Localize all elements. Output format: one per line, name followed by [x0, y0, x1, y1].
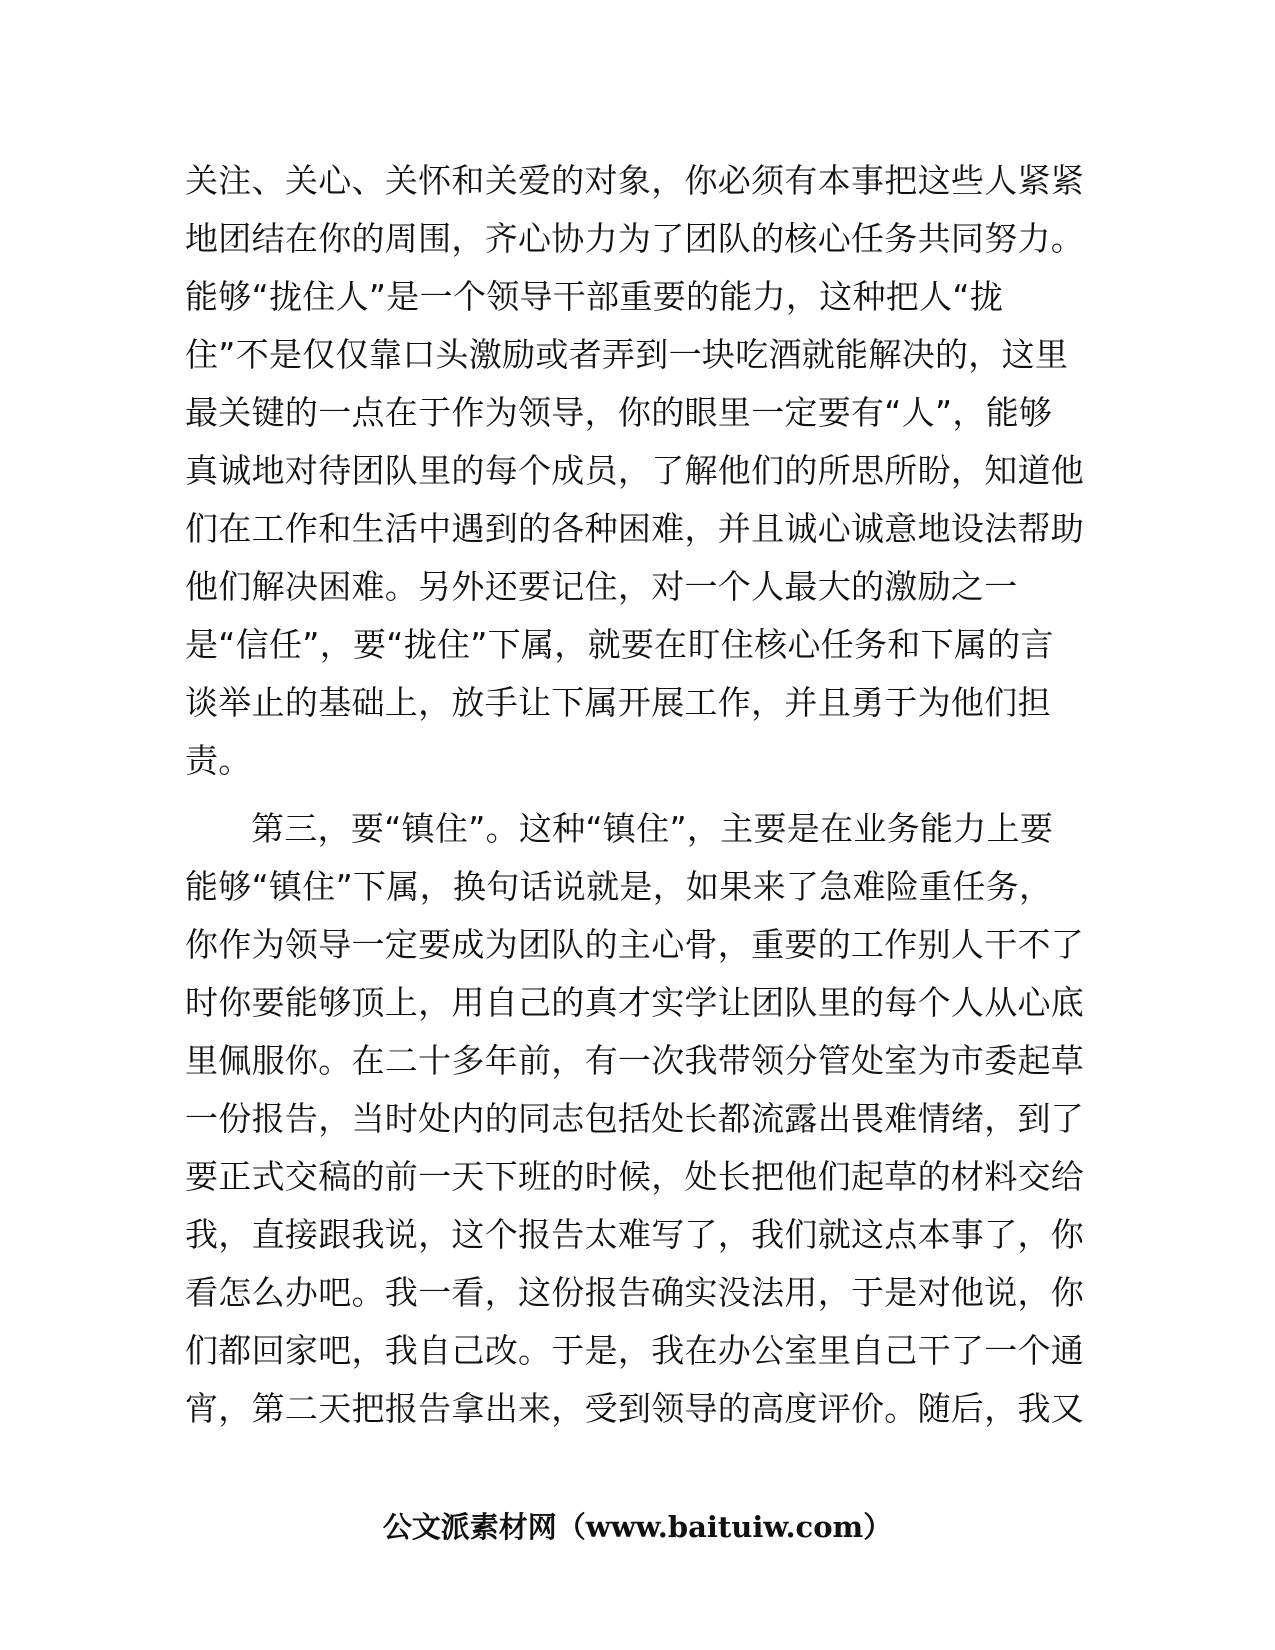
paragraph-line: 宵，第二天把报告拿出来，受到领导的高度评价。随后，我又: [185, 1389, 1085, 1428]
paragraph-line: 真诚地对待团队里的每个成员，了解他们的所思所盼，知道他: [185, 451, 1085, 490]
page-footer: 公文派素材网（www.baituiw.com）: [382, 1510, 893, 1544]
paragraph-line: 最关键的一点在于作为领导，你的眼里一定要有“人”，能够: [185, 393, 1053, 432]
paragraph-line: 时你要能够顶上，用自己的真才实学让团队里的每个人从心底: [185, 983, 1085, 1022]
paragraph-line: 我，直接跟我说，这个报告太难写了，我们就这点本事了，你: [185, 1215, 1085, 1254]
paragraph-line: 第三，要“镇住”。这种“镇住”，主要是在业务能力上要: [251, 809, 1054, 848]
paragraph-line: 住”不是仅仅靠口头激励或者弄到一块吃酒就能解决的，这里: [185, 335, 1069, 374]
paragraph-line: 里佩服你。在二十多年前，有一次我带领分管处室为市委起草: [185, 1041, 1085, 1080]
paragraph-line: 你作为领导一定要成为团队的主心骨，重要的工作别人干不了: [185, 925, 1085, 964]
paragraph-line: 看怎么办吧。我一看，这份报告确实没法用，于是对他说，你: [185, 1273, 1085, 1312]
paragraph-line: 一份报告，当时处内的同志包括处长都流露出畏难情绪，到了: [185, 1099, 1085, 1138]
paragraph-line: 他们解决困难。另外还要记住，对一个人最大的激励之一: [185, 567, 1018, 606]
paragraph-line: 地团结在你的周围，齐心协力为了团队的核心任务共同努力。: [185, 219, 1085, 258]
paragraph-line: 关注、关心、关怀和关爱的对象，你必须有本事把这些人紧紧: [185, 161, 1085, 200]
paragraph-line: 责。: [185, 741, 252, 780]
document-body: [185, 152, 1090, 1438]
paragraph-line: 谈举止的基础上，放手让下属开展工作，并且勇于为他们担: [185, 683, 1051, 722]
paragraph-line: 能够“拢住人”是一个领导干部重要的能力，这种把人“拢: [185, 277, 1004, 316]
paragraph-line: 是“信任”，要“拢住”下属，就要在盯住核心任务和下属的言: [185, 625, 1054, 664]
paragraph-line: 要正式交稿的前一天下班的时候，处长把他们起草的材料交给: [185, 1157, 1085, 1196]
paragraph-line: 能够“镇住”下属，换句话说就是，如果来了急难险重任务，: [185, 867, 1053, 906]
paragraph-line: 们在工作和生活中遇到的各种困难，并且诚心诚意地设法帮助: [185, 509, 1085, 548]
paragraph-line: 们都回家吧，我自己改。于是，我在办公室里自己干了一个通: [185, 1331, 1085, 1370]
